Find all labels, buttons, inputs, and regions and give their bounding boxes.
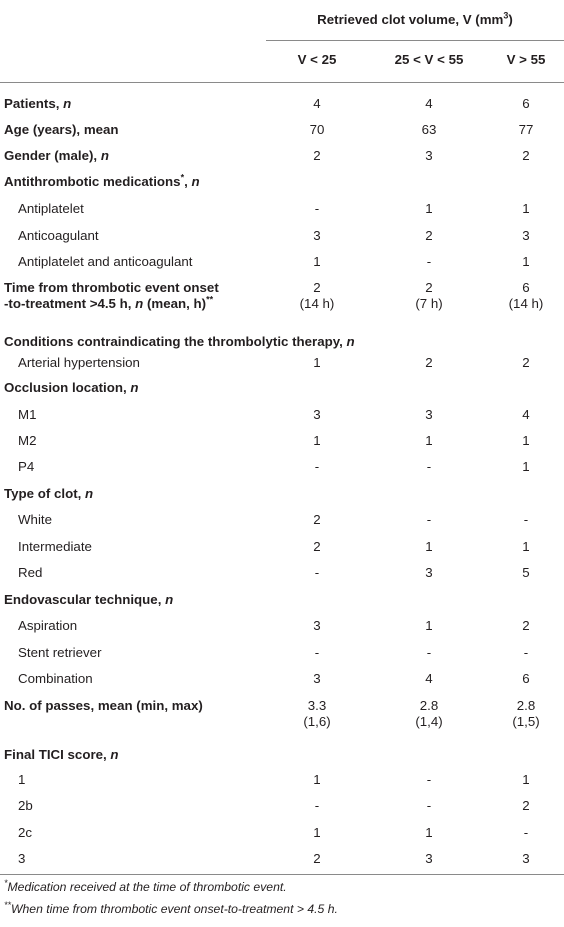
- value-cell-col3: 1: [522, 539, 530, 554]
- row-label: Occlusion location, n: [4, 380, 139, 395]
- value-cell-col3: 1: [522, 459, 530, 474]
- table-bottom-divider: [0, 874, 564, 875]
- value-cell-col3: 3: [522, 851, 530, 866]
- column-header-v-lt-25: V < 25: [297, 52, 337, 67]
- value-cell-col3: 2: [522, 618, 530, 633]
- value-cell-col2: 3: [425, 407, 433, 422]
- value-cell-col1: 3: [313, 228, 321, 243]
- value-cell-col2: 3: [425, 565, 433, 580]
- value-cell-col1: -: [314, 201, 320, 216]
- row-label: 1: [18, 772, 26, 787]
- row-label: Final TICI score, n: [4, 747, 119, 762]
- value-cell-col3: 4: [522, 407, 530, 422]
- value-cell-col3: -: [523, 512, 529, 527]
- value-cell-col1: 2: [313, 148, 321, 163]
- value-cell-col1: 2: [313, 851, 321, 866]
- value-cell-col2: 2 (7 h): [415, 280, 443, 311]
- value-cell-col1: 1: [313, 433, 321, 448]
- value-cell-col1: 3: [313, 671, 321, 686]
- value-cell-col3: 6: [522, 671, 530, 686]
- value-cell-col1: -: [314, 645, 320, 660]
- row-label: Anticoagulant: [18, 228, 99, 243]
- footnote-1: *Medication received at the time of thrombotic event.: [4, 877, 287, 894]
- value-cell-col3: 2: [522, 798, 530, 813]
- value-cell-col1: 2: [313, 539, 321, 554]
- value-cell-col2: 1: [425, 201, 433, 216]
- value-cell-col3: 2: [522, 148, 530, 163]
- value-cell-col3: 1: [522, 772, 530, 787]
- value-cell-col2: 4: [425, 96, 433, 111]
- value-cell-col3: 2: [522, 355, 530, 370]
- value-cell-col2: 2: [425, 228, 433, 243]
- value-cell-col1: -: [314, 459, 320, 474]
- value-cell-col1: 2 (14 h): [299, 280, 335, 311]
- row-label: 2c: [18, 825, 33, 840]
- row-label: 3: [18, 851, 26, 866]
- value-cell-col2: 2.8 (1,4): [415, 698, 443, 729]
- group-divider: [266, 40, 564, 41]
- value-cell-col1: 1: [313, 825, 321, 840]
- row-label: Red: [18, 565, 43, 580]
- row-label: No. of passes, mean (min, max): [4, 698, 203, 713]
- row-label: Patients, n: [4, 96, 72, 111]
- value-cell-col3: 1: [522, 433, 530, 448]
- row-label: P4: [18, 459, 35, 474]
- column-header-v-gt-55: V > 55: [506, 52, 546, 67]
- value-cell-col1: 1: [313, 772, 321, 787]
- row-label: 2b: [18, 798, 33, 813]
- value-cell-col3: 6: [522, 96, 530, 111]
- value-cell-col1: 2: [313, 512, 321, 527]
- value-cell-col2: 63: [421, 122, 437, 137]
- value-cell-col1: 3: [313, 618, 321, 633]
- value-cell-col1: 1: [313, 355, 321, 370]
- row-label: Conditions contraindicating the thrombolytic therapy, n: [4, 334, 355, 349]
- value-cell-col3: 2.8 (1,5): [512, 698, 540, 729]
- value-cell-col1: -: [314, 798, 320, 813]
- value-cell-col3: 3: [522, 228, 530, 243]
- value-cell-col1: 3.3 (1,6): [303, 698, 331, 729]
- row-label: Type of clot, n: [4, 486, 94, 501]
- row-label: M1: [18, 407, 37, 422]
- value-cell-col2: 3: [425, 148, 433, 163]
- value-cell-col1: 70: [309, 122, 325, 137]
- value-cell-col2: -: [426, 798, 432, 813]
- value-cell-col2: 4: [425, 671, 433, 686]
- row-label: Stent retriever: [18, 645, 102, 660]
- value-cell-col2: -: [426, 254, 432, 269]
- value-cell-col3: 1: [522, 254, 530, 269]
- row-label: Time from thrombotic event onset -to-treatment >4.5 h, n (mean, h)**: [4, 280, 219, 311]
- value-cell-col3: -: [523, 645, 529, 660]
- value-cell-col2: 1: [425, 539, 433, 554]
- value-cell-col3: 6 (14 h): [508, 280, 544, 311]
- value-cell-col2: -: [426, 772, 432, 787]
- row-label: Combination: [18, 671, 93, 686]
- footnote-2: **When time from thrombotic event onset-to-treatment > 4.5 h.: [4, 899, 338, 916]
- row-label: Intermediate: [18, 539, 92, 554]
- value-cell-col3: 1: [522, 201, 530, 216]
- value-cell-col1: 3: [313, 407, 321, 422]
- value-cell-col3: 77: [518, 122, 534, 137]
- value-cell-col1: -: [314, 565, 320, 580]
- column-header-v-25-55: 25 < V < 55: [394, 52, 464, 67]
- row-label: Antiplatelet and anticoagulant: [18, 254, 193, 269]
- row-label: Gender (male), n: [4, 148, 109, 163]
- value-cell-col1: 4: [313, 96, 321, 111]
- value-cell-col2: 2: [425, 355, 433, 370]
- value-cell-col2: 1: [425, 825, 433, 840]
- column-group-header: Retrieved clot volume, V $(mm^3)$: [317, 10, 513, 27]
- value-cell-col3: 5: [522, 565, 530, 580]
- row-label: Arterial hypertension: [18, 355, 140, 370]
- row-label: Aspiration: [18, 618, 78, 633]
- value-cell-col2: -: [426, 459, 432, 474]
- row-label: White: [18, 512, 52, 527]
- row-label: Age (years), mean: [4, 122, 119, 137]
- value-cell-col2: 1: [425, 618, 433, 633]
- header-divider: [0, 82, 564, 83]
- row-label: M2: [18, 433, 37, 448]
- value-cell-col2: -: [426, 645, 432, 660]
- value-cell-col2: -: [426, 512, 432, 527]
- row-label: Endovascular technique, n: [4, 592, 174, 607]
- row-label: Antithrombotic medications*, n: [4, 172, 200, 189]
- row-label: Antiplatelet: [18, 201, 84, 216]
- value-cell-col3: -: [523, 825, 529, 840]
- value-cell-col2: 1: [425, 433, 433, 448]
- value-cell-col1: 1: [313, 254, 321, 269]
- value-cell-col2: 3: [425, 851, 433, 866]
